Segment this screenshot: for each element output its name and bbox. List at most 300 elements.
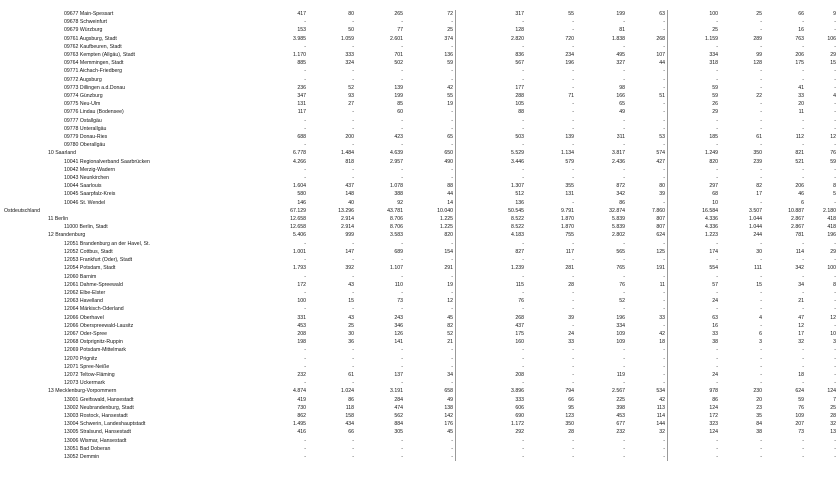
region-name-cell: 12066 Oberspreewald-Lausitz [64, 322, 134, 329]
table-row [4, 437, 838, 445]
value-cell: 196 [565, 60, 574, 67]
value-cell: 2.914 [341, 216, 354, 223]
value-cell: 323 [709, 421, 718, 428]
value-cell: - [304, 142, 306, 149]
value-cell: 80 [627, 182, 668, 190]
value-cell: 33 [627, 314, 668, 322]
value-cell: 1.870 [561, 216, 574, 223]
value-cell: - [802, 175, 804, 182]
value-cell: 15 [756, 281, 762, 288]
value-cell: 3.817 [612, 150, 625, 157]
value-cell: - [572, 347, 574, 354]
value-cell: 147 [345, 248, 354, 255]
value-cell: - [522, 445, 524, 452]
value-cell: - [834, 19, 836, 26]
value-cell: - [623, 68, 625, 75]
value-cell: 76 [619, 281, 625, 288]
value-cell: 39 [568, 314, 574, 321]
value-cell: 437 [515, 322, 524, 329]
value-cell: 3.446 [511, 158, 524, 165]
value-cell: - [405, 379, 456, 387]
value-cell: - [304, 445, 306, 452]
value-cell: - [352, 355, 354, 362]
region-name-cell: 12073 Uckermark [64, 380, 105, 387]
region-name-cell: 10046 St. Wendel [64, 199, 106, 206]
value-cell: 47 [798, 314, 804, 321]
value-cell: 318 [709, 60, 718, 67]
value-cell: - [572, 27, 574, 34]
value-cell: 86 [712, 396, 718, 403]
value-cell: 80 [348, 11, 354, 17]
table-row [4, 248, 838, 256]
value-cell: - [572, 84, 574, 91]
value-cell: 562 [394, 412, 403, 419]
table-row [4, 133, 838, 141]
region-name-cell: 09772 Augsburg [64, 76, 102, 83]
value-cell: 34 [798, 281, 804, 288]
region-name-cell: 09677 Main-Spessart [64, 11, 114, 17]
value-cell: 579 [565, 158, 574, 165]
region-name-cell: 13006 Wismar, Hansestadt [64, 437, 127, 444]
value-cell: 199 [616, 11, 625, 17]
table-row [4, 125, 838, 133]
value-cell: 114 [795, 248, 804, 255]
value-cell: - [834, 363, 836, 370]
value-cell: 4.639 [390, 150, 403, 157]
value-cell: - [627, 199, 668, 207]
value-cell: 1.225 [405, 215, 456, 223]
value-cell: - [623, 257, 625, 264]
value-cell: 818 [345, 158, 354, 165]
table-row [4, 240, 838, 248]
value-cell: 112 [795, 134, 804, 141]
value-cell: - [627, 67, 668, 75]
value-cell: - [304, 347, 306, 354]
value-cell: 398 [616, 404, 625, 411]
value-cell: 4.266 [293, 158, 306, 165]
region-name-cell: 13005 Stralsund, Hansestadt [64, 429, 131, 436]
value-cell: 8 [833, 183, 836, 190]
value-cell: - [627, 117, 668, 125]
value-cell: 136 [405, 51, 456, 59]
value-cell: - [304, 68, 306, 75]
value-cell: - [401, 76, 403, 83]
value-cell: 268 [515, 314, 524, 321]
table-row [4, 387, 838, 395]
value-cell: - [623, 306, 625, 313]
region-name-cell: 12067 Oder-Spree [64, 330, 107, 337]
value-cell: 502 [394, 60, 403, 67]
value-cell: 225 [616, 396, 625, 403]
region-name-cell: 12 Brandenburg [48, 232, 86, 239]
value-cell: - [572, 125, 574, 132]
region-name-cell: 12054 Potsdam, Stadt [64, 265, 116, 272]
value-cell: - [716, 43, 718, 50]
value-cell: 232 [297, 371, 306, 378]
value-cell: 688 [297, 134, 306, 141]
region-name-cell: 12060 Barnim [64, 273, 97, 280]
value-cell: 4 [759, 314, 762, 321]
table-row [4, 412, 838, 420]
value-cell: 244 [753, 232, 762, 239]
value-cell: 1.249 [705, 150, 718, 157]
value-cell: 32 [798, 339, 804, 346]
value-cell: 20 [756, 396, 762, 403]
value-cell: - [572, 76, 574, 83]
value-cell: - [802, 363, 804, 370]
value-cell: 198 [297, 339, 306, 346]
value-cell: 30 [756, 248, 762, 255]
region-name-cell: 13 Mecklenburg-Vorpommern [48, 388, 117, 395]
value-cell: 55 [568, 11, 574, 17]
value-cell: 1.170 [293, 52, 306, 59]
value-cell: 92 [397, 199, 403, 206]
value-cell: 18 [798, 371, 804, 378]
value-cell: 25 [405, 26, 456, 34]
value-cell: 128 [515, 27, 524, 34]
value-cell: 32.874 [609, 207, 625, 214]
value-cell: 311 [616, 134, 625, 141]
region-name-cell: 09777 Ostallgäu [64, 117, 102, 124]
value-cell: - [405, 355, 456, 363]
value-cell: 1.495 [293, 421, 306, 428]
value-cell: 1.059 [341, 35, 354, 42]
value-cell: - [716, 355, 718, 362]
value-cell: 45 [405, 314, 456, 322]
value-cell: - [627, 43, 668, 51]
value-cell: 820 [709, 158, 718, 165]
value-cell: - [627, 346, 668, 354]
value-cell: - [627, 371, 668, 379]
value-cell: 51 [627, 92, 668, 100]
value-cell: - [627, 305, 668, 313]
value-cell: - [304, 306, 306, 313]
region-name-cell: 10041 Regionalverband Saarbrücken [64, 158, 150, 165]
value-cell: - [802, 306, 804, 313]
value-cell: 38 [712, 339, 718, 346]
value-cell: - [716, 175, 718, 182]
value-cell: - [802, 125, 804, 132]
value-cell: - [760, 355, 762, 362]
table-row [4, 256, 838, 264]
value-cell: - [572, 43, 574, 50]
value-cell: - [627, 125, 668, 133]
value-cell: 419 [297, 396, 306, 403]
value-cell: 3.507 [749, 207, 762, 214]
value-cell: - [802, 355, 804, 362]
value-cell: 68 [712, 191, 718, 198]
value-cell: - [572, 380, 574, 387]
value-cell: 821 [795, 150, 804, 157]
value-cell: - [627, 437, 668, 445]
value-cell: 8.522 [511, 224, 524, 231]
value-cell: 176 [405, 420, 456, 428]
value-cell: - [401, 117, 403, 124]
value-cell: 423 [394, 134, 403, 141]
value-cell: - [572, 19, 574, 26]
value-cell: 374 [405, 35, 456, 43]
value-cell: 650 [405, 149, 456, 157]
table-row [4, 67, 838, 75]
value-cell: 131 [565, 191, 574, 198]
value-cell: - [834, 371, 836, 378]
value-cell: 123 [565, 412, 574, 419]
value-cell: 85 [397, 101, 403, 108]
value-cell: 16.584 [702, 207, 718, 214]
region-name-cell: 12066 Oberhavel [64, 314, 104, 321]
value-cell: - [834, 84, 836, 91]
value-cell: 24 [568, 330, 574, 337]
value-cell: 59 [405, 59, 456, 67]
value-cell: - [572, 142, 574, 149]
table-row [4, 420, 838, 428]
value-cell: - [304, 363, 306, 370]
value-cell: - [802, 142, 804, 149]
value-cell: - [834, 142, 836, 149]
value-cell: - [352, 453, 354, 460]
table-row [4, 182, 838, 190]
value-cell: 2.180 [823, 207, 836, 214]
value-cell: - [834, 437, 836, 444]
value-cell: 99 [756, 52, 762, 59]
value-cell: 33 [712, 330, 718, 337]
value-cell: 2.436 [612, 158, 625, 165]
value-cell: 346 [394, 322, 403, 329]
region-name-cell: 09779 Donau-Ries [64, 134, 108, 141]
value-cell: 19 [405, 100, 456, 108]
value-cell: - [627, 453, 668, 461]
value-cell: 1.172 [511, 421, 524, 428]
value-cell: - [401, 142, 403, 149]
value-cell: - [716, 76, 718, 83]
table-row [4, 346, 838, 354]
value-cell: - [627, 273, 668, 281]
value-cell: 324 [345, 60, 354, 67]
value-cell: - [572, 445, 574, 452]
region-name-cell: 10042 Merzig-Wadern [64, 166, 116, 173]
value-cell: 142 [405, 412, 456, 420]
value-cell: 175 [795, 60, 804, 67]
region-name-cell: 12064 Märkisch-Oderland [64, 306, 124, 313]
table-row [4, 166, 838, 174]
region-name-cell: 09780 Oberallgäu [64, 142, 106, 149]
value-cell: 872 [616, 183, 625, 190]
value-cell: 60 [397, 109, 403, 116]
value-cell: 154 [405, 248, 456, 256]
value-cell: - [405, 363, 456, 371]
value-cell: - [760, 437, 762, 444]
value-cell: 125 [627, 248, 668, 256]
region-name-cell: 10 Saarland [48, 150, 76, 157]
value-cell: - [304, 117, 306, 124]
value-cell: - [623, 437, 625, 444]
table-row [4, 231, 838, 239]
value-cell: 33 [568, 339, 574, 346]
region-name-cell: 13002 Neubrandenburg, Stadt [64, 404, 134, 411]
value-cell: 1.225 [405, 223, 456, 231]
value-cell: - [352, 166, 354, 173]
value-cell: - [304, 240, 306, 247]
value-cell: 677 [616, 421, 625, 428]
value-cell: 86 [348, 396, 354, 403]
value-cell: - [760, 27, 762, 34]
value-cell: - [401, 453, 403, 460]
value-cell: 23 [756, 404, 762, 411]
table-row [4, 149, 838, 157]
value-cell: 392 [345, 265, 354, 272]
value-cell: 1.838 [612, 35, 625, 42]
value-cell: - [802, 289, 804, 296]
value-cell: - [522, 355, 524, 362]
value-cell: - [352, 347, 354, 354]
value-cell: 2.957 [390, 158, 403, 165]
value-cell: - [716, 240, 718, 247]
value-cell: 4.183 [511, 232, 524, 239]
value-cell: 43.781 [387, 207, 403, 214]
value-cell: 5.529 [511, 150, 524, 157]
value-cell: 1.307 [511, 183, 524, 190]
value-cell: - [352, 19, 354, 26]
value-cell: - [834, 68, 836, 75]
value-cell: - [834, 125, 836, 132]
value-cell: - [627, 100, 668, 108]
value-cell: 43 [348, 314, 354, 321]
value-cell: 781 [795, 232, 804, 239]
region-name-cell: 09771 Aichach-Friedberg [64, 68, 122, 75]
value-cell: 2.820 [511, 35, 524, 42]
table-row [4, 273, 838, 281]
value-cell: - [834, 355, 836, 362]
value-cell: 1.239 [511, 265, 524, 272]
value-cell: - [405, 166, 456, 174]
value-cell: 52 [405, 330, 456, 338]
value-cell: - [572, 322, 574, 329]
value-cell: - [304, 166, 306, 173]
table-row [4, 174, 838, 182]
value-cell: 66 [348, 429, 354, 436]
value-cell: 25 [756, 11, 762, 17]
value-cell: - [834, 109, 836, 116]
value-cell: 177 [515, 84, 524, 91]
value-cell: - [802, 76, 804, 83]
table-row [4, 199, 838, 207]
value-cell: - [834, 76, 836, 83]
value-cell: 418 [827, 216, 836, 223]
value-cell: 206 [795, 52, 804, 59]
value-cell: 12 [405, 297, 456, 305]
value-cell: 230 [753, 388, 762, 395]
value-cell: 42 [405, 84, 456, 92]
value-cell: 67.129 [290, 207, 306, 214]
value-cell: 574 [627, 149, 668, 157]
value-cell: - [401, 257, 403, 264]
value-cell: 27 [348, 101, 354, 108]
value-cell: 200 [345, 134, 354, 141]
value-cell: - [352, 445, 354, 452]
value-cell: 15 [348, 298, 354, 305]
value-cell: - [401, 289, 403, 296]
value-cell: - [760, 453, 762, 460]
value-cell: 109 [616, 330, 625, 337]
value-cell: - [352, 273, 354, 280]
value-cell: 7 [833, 396, 836, 403]
value-cell: 427 [627, 158, 668, 166]
value-cell: 606 [515, 404, 524, 411]
value-cell: - [401, 306, 403, 313]
value-cell: 292 [515, 429, 524, 436]
value-cell: - [401, 68, 403, 75]
value-cell: 6 [801, 199, 804, 206]
value-cell: - [760, 380, 762, 387]
value-cell: - [623, 117, 625, 124]
value-cell: - [716, 363, 718, 370]
value-cell: - [352, 363, 354, 370]
value-cell: 418 [827, 224, 836, 231]
value-cell: 77 [397, 27, 403, 34]
value-cell: - [760, 175, 762, 182]
value-cell: 32 [830, 421, 836, 428]
table-row [4, 59, 838, 67]
value-cell: 119 [616, 371, 625, 378]
value-cell: - [627, 108, 668, 116]
region-name-cell: 09678 Schweinfurt [64, 19, 107, 26]
value-cell: - [401, 125, 403, 132]
value-cell: 807 [627, 215, 668, 223]
value-cell: 12 [830, 134, 836, 141]
value-cell: - [401, 437, 403, 444]
value-cell: 554 [709, 265, 718, 272]
value-cell: 93 [348, 93, 354, 100]
value-cell: - [352, 289, 354, 296]
value-cell: - [760, 68, 762, 75]
value-cell: - [401, 355, 403, 362]
value-cell: - [716, 117, 718, 124]
region-name-cell: 12063 Havelland [64, 298, 103, 305]
value-cell: 17 [756, 191, 762, 198]
value-cell: - [834, 445, 836, 452]
value-cell: - [405, 240, 456, 248]
region-name-cell: 10043 Neunkirchen [64, 175, 109, 182]
value-cell: - [405, 437, 456, 445]
value-cell: 765 [616, 265, 625, 272]
value-cell: - [572, 363, 574, 370]
region-name-cell: 13001 Greifswald, Hansestadt [64, 396, 134, 403]
value-cell: 474 [394, 404, 403, 411]
value-cell: - [405, 76, 456, 84]
value-cell: 185 [709, 134, 718, 141]
value-cell: 350 [753, 150, 762, 157]
value-cell: 2.914 [341, 224, 354, 231]
value-cell: 98 [619, 84, 625, 91]
value-cell: 39 [627, 190, 668, 198]
value-cell: 137 [394, 371, 403, 378]
value-cell: - [572, 355, 574, 362]
value-cell: 44 [405, 190, 456, 198]
value-cell: 24 [712, 298, 718, 305]
value-cell: 2.601 [390, 35, 403, 42]
value-cell: - [716, 347, 718, 354]
value-cell: 265 [394, 11, 403, 17]
value-cell: 2.867 [791, 216, 804, 223]
value-cell: 32 [627, 428, 668, 436]
value-cell: 288 [515, 93, 524, 100]
value-cell: - [522, 142, 524, 149]
value-cell: - [405, 141, 456, 149]
value-cell: 25 [348, 322, 354, 329]
value-cell: 117 [565, 248, 574, 255]
value-cell: 115 [515, 281, 524, 288]
value-cell: 2.867 [791, 224, 804, 231]
